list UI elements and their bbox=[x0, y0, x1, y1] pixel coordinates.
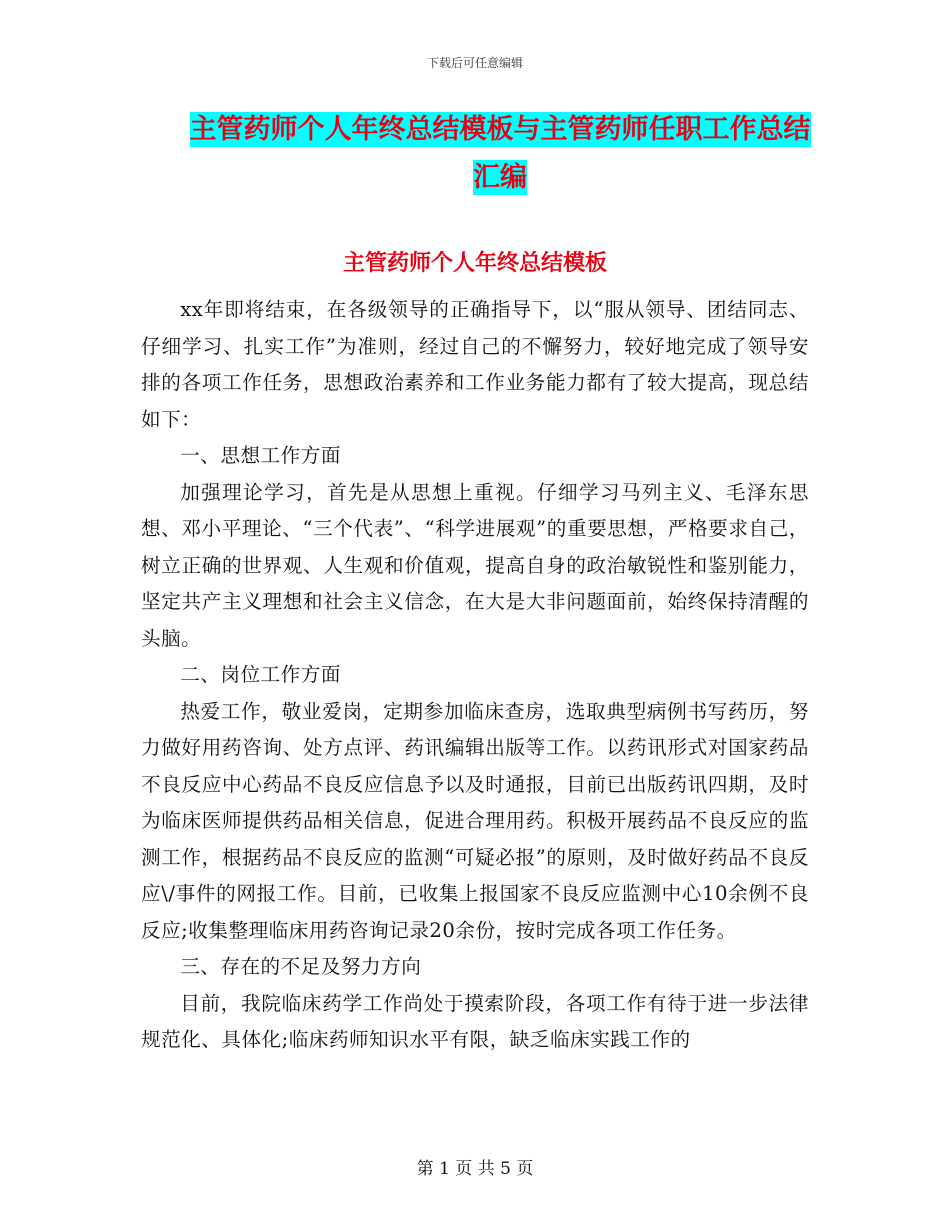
paragraph-ideology: 加强理论学习，首先是从思想上重视。仔细学习马列主义、毛泽东思想、邓小平理论、“三个代表”、“科学进展观”的重要思想，严格要求自己，树立正确的世界观、人生观和价值观，提高自身的政治敏锐性和鉴别能力，坚定共产主义理想和社会主义信念，在大是大非问题面前，始终保持清醒的头脑。 bbox=[141, 480, 809, 650]
header-note: 下载后可任意编辑 bbox=[426, 56, 523, 70]
document-title-line-2: 汇编 bbox=[473, 162, 527, 193]
section-title: 主管药师个人年终总结模板 bbox=[342, 250, 607, 276]
paragraph-position: 热爱工作，敬业爱岗，定期参加临床查房，选取典型病例书写药历，努力做好用药咨询、处方点评、药讯编辑出版等工作。以药讯形式对国家药品不良反应中心药品不良反应信息予以及时通报，目前已出版药讯四期，及时为临床医师提供药品相关信息，促进合理用药。积极开展药品不良反应的监测工作，根据药品不良反应的监测“可疑必报”的原则，及时做好药品不良反应\/事件的网报工作。目前，已收集上报国家不良反应监测中心10余例不良反应;收集整理临床用药咨询记录20余份，按时完成各项工作任务。 bbox=[141, 699, 809, 942]
paragraph-shortcomings: 目前，我院临床药学工作尚处于摸索阶段，各项工作有待于进一步法律规范化、具体化;临床药师知识水平有限，缺乏临床实践工作的 bbox=[141, 991, 809, 1051]
heading-ideology: 一、思想工作方面 bbox=[180, 444, 341, 467]
document-body bbox=[141, 292, 809, 1059]
paragraph-intro: xx年即将结束，在各级领导的正确指导下，以“服从领导、团结同志、仔细学习、扎实工作”为准则，经过自己的不懈努力，较好地完成了领导安排的各项工作任务，思想政治素养和工作业务能力都有了较大提高，现总结如下： bbox=[141, 298, 809, 431]
page-indicator: 第 1 页 共 5 页 bbox=[416, 1159, 534, 1179]
heading-shortcomings: 三、存在的不足及努力方向 bbox=[180, 955, 422, 978]
heading-position: 二、岗位工作方面 bbox=[180, 663, 341, 686]
document-title-line-1: 主管药师个人年终总结模板与主管药师任职工作总结 bbox=[189, 114, 811, 145]
document-title bbox=[140, 106, 860, 202]
